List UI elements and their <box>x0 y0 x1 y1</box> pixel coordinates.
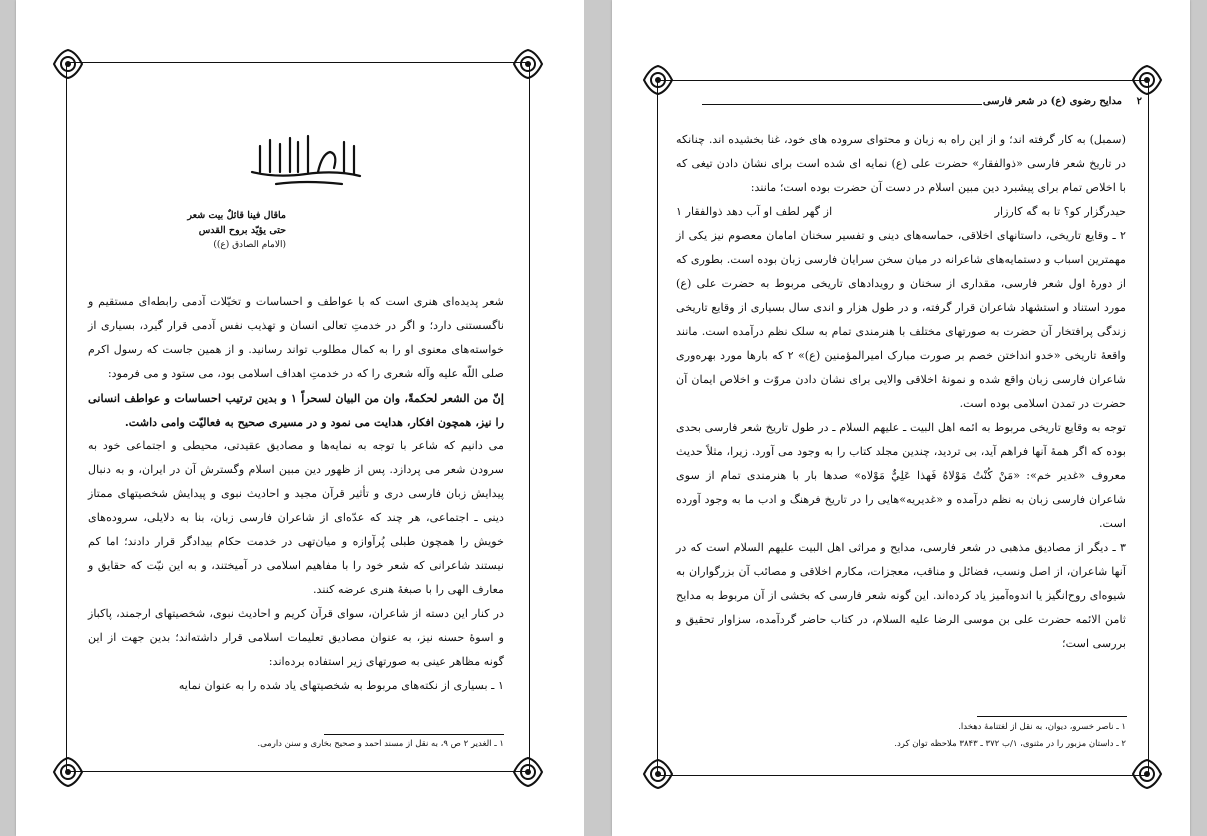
left-body-text <box>88 290 504 698</box>
footnote: ۲ ـ داستان مزبور را در مثنوی، ۱/ب ۳۷۲ ـ ۳۸۴۳ ملاحظه توان کرد. <box>894 739 1126 749</box>
floral-corner-ornament <box>640 756 676 792</box>
page-number: ۲ <box>1136 96 1142 107</box>
header-rule <box>702 104 982 105</box>
paragraph: ۳ ـ دیگر از مصادیق مذهبی در شعر فارسی، مدایح و مراثی اهل البیت علیهم السلام است که در آنها شاعران، از اصل ونسب، فضائل و مناقب، معجزات، مکارم اخلاقی و مصائب آن بزرگواران به شیوه‌ای روح‌انگیز یا اندوه‌آمیز یاد کرده‌اند. این گونه شعر فارسی که بخشی از آن مربوط به مدایح ثامن الائمه حضرت علی بن موسی الرضا علیه السلام، در کتاب حاضر گردآمده، سزاوار تحقیق و بررسی است؛ <box>676 541 1126 650</box>
floral-corner-ornament <box>1129 756 1165 792</box>
floral-corner-ornament <box>50 754 86 790</box>
right-body-text <box>676 128 1126 656</box>
paragraph: شعر پدیده‌ای هنری است که با عواطف و احساسات و تخیّلات آدمی رابطه‌ای مستقیم و ناگسستنی دارد؛ و اگر در خدمتِ تعالی انسان و تهذیب نفس آدمی قرار گیرد، بسیاری از خواسته‌های معنوی او را به کمال مطلوب تواند رسانید. و از همین جاست که رسول اکرم صلی اللّه علیه وآله شعری را که در خدمتِ اهداف اسلامی بود، می ستود و می فرمود: <box>88 295 504 380</box>
basmala-calligraphy <box>246 132 366 188</box>
floral-corner-ornament <box>510 754 546 790</box>
footnote: ۱ ـ الغدیر ۲ ص ۹، به نقل از مسند احمد و صحیح بخاری و سنن دارمی. <box>257 739 504 749</box>
page-gutter <box>584 0 612 836</box>
footnote-rule <box>324 734 504 735</box>
running-title: مدایح رضوی (ع) در شعر فارسی <box>982 96 1122 107</box>
running-head <box>672 96 1142 112</box>
paragraph: إنّ من الشعر لحكمةً، وان من البيان لسحراً ۱ و بدین ترتیب احساسات و عواطف انسانی را نیز، همچون افکار، هدایت می نمود و در مسیری صحیح به فعالیّت وامی داشت. <box>88 391 504 429</box>
floral-corner-ornament <box>1129 62 1165 98</box>
epigraph-line: حتى يؤيّد بروح القدس <box>198 225 286 236</box>
left-page <box>16 0 584 836</box>
epigraph-line: ماقال فينا قائلٌ بيت شعر <box>187 210 286 221</box>
paragraph: در کنار این دسته از شاعران، سوای قرآن کریم و احادیث نبوی، شخصیتهای ارجمند، پاکباز و اسوهٔ حسنه نیز، به عنوان مصادیق تعلیمات اسلامی قرار داشته‌اند؛ بدین جهت از این گونه مظاهر عینی به صورتهای زیر استفاده برده‌اند: <box>88 607 504 668</box>
paragraph: ۱ ـ بسیاری از نکته‌های مربوط به شخصیتهای یاد شده را به عنوان نمایه <box>178 679 504 692</box>
footnotes <box>676 719 1126 753</box>
verse-hemistich: از گهر لطف او آب دهد ذوالفقار ۱ <box>676 205 833 218</box>
paragraph: (سمبل) به کار گرفته اند؛ و از این راه به زبان و محتوای سروده های خود، غنا بخشیده اند. چنانکه در تاریخ شعر فارسی «ذوالفقار» حضرت علی (ع) نمایه ای شده است برای نشان دادن تیغی که با اخلاص تمام برای پیشبرد دین مبین اسلام در دست آن حضرت بوده است؛ مانند: <box>676 133 1126 194</box>
floral-corner-ornament <box>640 62 676 98</box>
footnote: ۱ ـ ناصر خسرو، دیوان، به نقل از لغتنامهٔ دهخدا. <box>958 722 1126 732</box>
paragraph: می دانیم که شاعر با توجه به نمایه‌ها و مصادیق عقیدتی، محیطی و اجتماعی خود به سرودن شعر می پردازد. پس از ظهور دین مبین اسلام وگسترش آن در ایران، و به دنبال پیدایش زبان فارسی دری و تأثیر قرآن مجید و احادیث نبوی و پیدایش شخصیتهای ممتاز دینی ـ اجتماعی، هر چند که عدّه‌ای از شاعران فارسی زبان، بنا به دلایلی، سروده‌های خویش را همچون طبلی پُرآوازه و میان‌تهی در خدمت حکام بیدادگر قرار دادند؛ اما کم نیستند شاعرانی که شعر خود را با مفاهیم اسلامی در آمیختند، و به این نیّت که حقایق و معارف الهی را با صبغهٔ هنری عرضه کنند. <box>88 439 504 596</box>
floral-corner-ornament <box>50 46 86 82</box>
epigraph <box>156 208 286 253</box>
verse-hemistich: حیدرگزار کو؟ تا به گه کارزار <box>994 205 1126 218</box>
verse <box>676 200 1126 224</box>
floral-corner-ornament <box>510 46 546 82</box>
paragraph: ۲ ـ وقایع تاریخی، داستانهای اخلاقی، حماسه‌های دینی و تفسیر سخنان امامان معصوم نیز یکی از مهمترین اسباب و دستمایه‌های شاعرانه در میان سخن سرایان فارسی زبان بوده است. بطوری که از دورهٔ اول شعر فارسی، مقداری از سخنان و رویدادهای تاریخی مربوط به حضرت علی (ع) مورد استناد و استشهاد شاعران قرار گرفته، و در طول هزار و اندی سال بسیاری از وقایع تاریخی زندگی پرافتخار آن حضرت به صورتهای مختلف با هنرمندی تمام به سلک نظم درآمده است. مانند واقعهٔ تاریخی «خدو انداختن خصم بر صورت مبارک امیرالمؤمنین (ع)» ۲ که بارها مورد بهره‌وری شاعران فارسی زبان واقع شده و نمونهٔ اخلاقی والایی برای نشان دادن مروّت و اخلاص ایمان آن حضرت در تمدن اسلامی بوده است. <box>676 229 1126 410</box>
footnote-rule <box>977 716 1127 717</box>
epigraph-attribution: (الامام الصادق (ع)) <box>213 240 286 250</box>
paragraph: توجه به وقایع تاریخی مربوط به ائمه اهل البیت ـ علیهم السلام ـ در طول تاریخ شعر فارسی بحدی بوده که اگر همهٔ آنها فراهم آید، بی تردید، چندین مجلد کتاب را به وجود می آورد. زیرا، مثلاً حدیث معروف «غدیر خم»: «مَنْ كُنْتُ مَوْلاهُ فَهذا عَلِيٌّ مَوْلاه» صدها بار با هنرمندی تمام از سوی شاعران فارسی زبان به نظم درآمده و «غدیریه»هایی را در تاریخ فرهنگ و ادب ما به وجود آورده است. <box>676 421 1126 530</box>
right-page <box>612 0 1190 836</box>
